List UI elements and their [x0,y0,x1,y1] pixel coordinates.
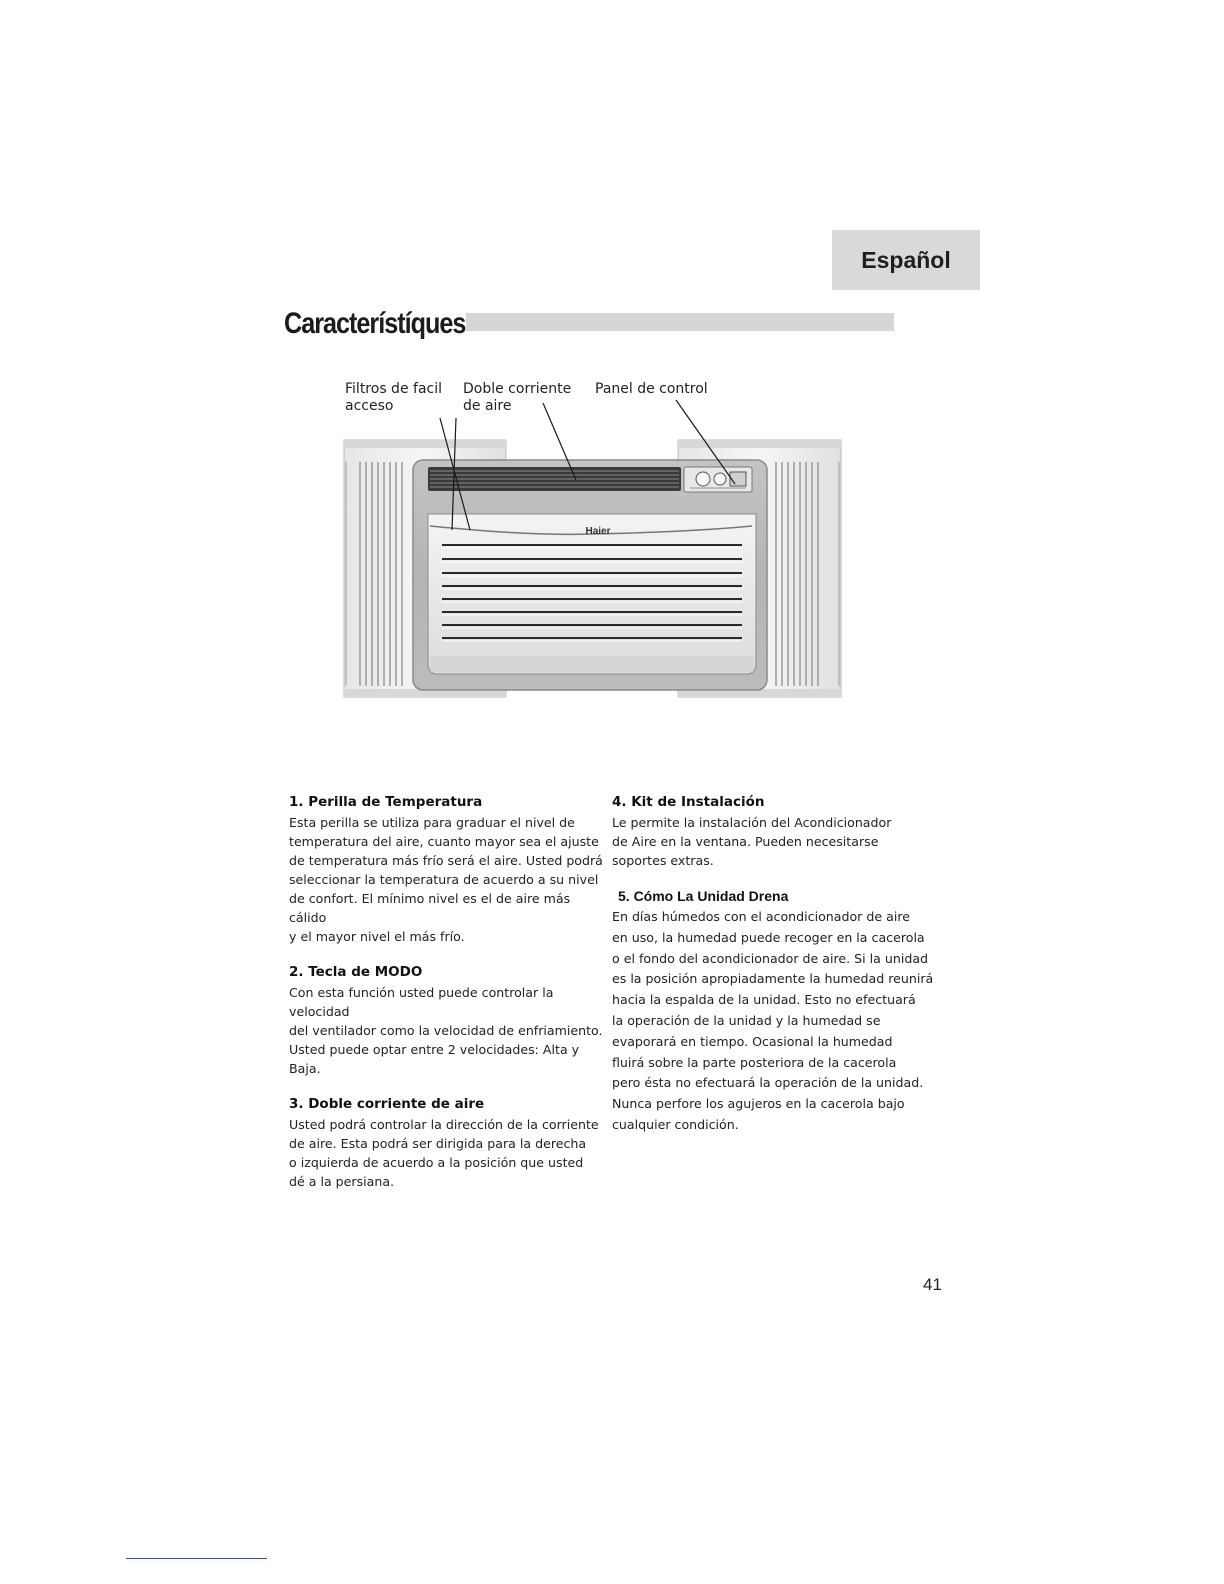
section-body: Con esta función usted puede controlar la velocidad del ventilador como la velocidad de enfriamiento. Usted puede optar entre 2 velocidades: Alta y Baja. [289,985,603,1076]
section-body: Usted podrá controlar la dirección de la corriente de aire. Esta podrá ser dirigida para la derecha o izquierda de acuerdo a la posición que usted dé a la persiana. [289,1117,599,1189]
brand-label: Haier [585,526,611,537]
section-mode-key [289,964,607,1078]
section-heading: 3. Doble corriente de aire [289,1096,485,1112]
unit-body [413,460,767,690]
section-heading: 5. Cómo La Unidad Drena [618,888,789,904]
control-panel [684,467,752,492]
section-body: En días húmedos con el acondicionador de aire en uso, la humedad puede recoger en la cacerola o el fondo del acondicionador de aire. Si la unidad es la posición apropiadamente la humedad reunirá hacia la espalda de la unidad. Esto no efectuará la operación de la unidad y la humedad se evaporará en tiempo. Ocasional la humedad fluirá sobre la parte posteriora de la cacerola pero ésta no efectuará la operación de la unidad. Nunca perfore los agujeros en la cacerola bajo cualquier condición. [612,909,934,1132]
callout-control-panel-label: Panel de control [595,381,708,397]
page-number: 41 [923,1275,942,1294]
section-heading: 2. Tecla de MODO [289,964,423,980]
section-installation-kit [612,794,947,870]
section-heading: 1. Perilla de Temperatura [289,794,483,810]
left-column [289,794,607,1209]
right-column [612,794,947,1154]
section-body: Esta perilla se utiliza para graduar el nivel de temperatura del aire, cuanto mayor sea el ajuste de temperatura más frío será el aire. Usted podrá seleccionar la temperatura de acuerdo a su nivel de confort. El mínimo nivel es el de aire más cálido y el mayor nivel el más frío. [289,815,603,944]
section-heading: 4. Kit de Instalación [612,794,765,810]
section-dual-airflow [289,1096,607,1191]
section-body: Le permite la instalación del Acondicionador de Aire en la ventana. Pueden necesitarse soportes extras. [612,815,892,868]
section-drainage [612,888,947,1136]
section-temperature-knob [289,794,607,946]
air-conditioner-illustration [0,0,1224,760]
footer-rule [126,1558,267,1559]
callout-airflow-label: Doble corriente de aire [463,381,572,414]
language-tab: Español [832,230,980,290]
page-title: Característíques [284,307,466,340]
callout-filters-label: Filtros de facil acceso [345,381,442,414]
